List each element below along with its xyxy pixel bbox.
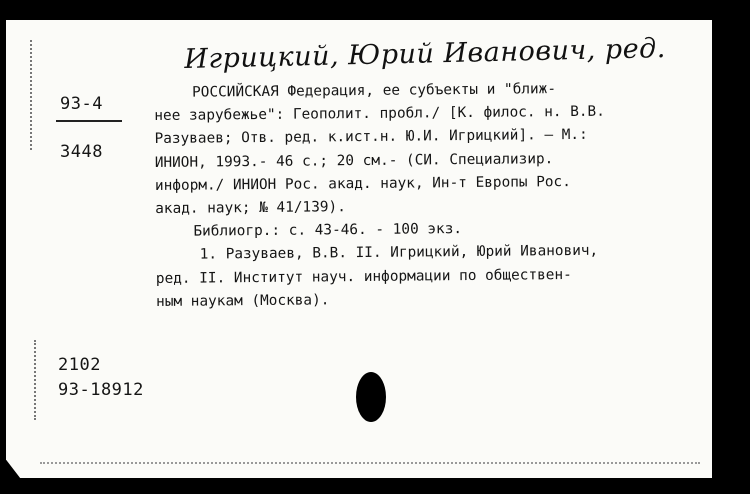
call-number-1: 2102 <box>58 355 101 375</box>
card-edge-dots-lower <box>34 340 36 420</box>
entry-line: РОССИЙСКАЯ Федерация, ее субъекты и "ближ- <box>192 81 557 101</box>
bibliographic-entry <box>154 77 704 314</box>
entry-line: акад. наук; № 41/139). <box>155 199 346 217</box>
card-bottom-dots <box>40 462 700 464</box>
entry-line: Разуваев; Отв. ред. к.ист.н. Ю.И. Игрицкий]. – М.: <box>154 127 588 148</box>
card-edge-dots <box>30 40 32 150</box>
entry-line: ИНИОН, 1993.- 46 с.; 20 см.- (СИ. Специализир. <box>154 150 554 171</box>
handwritten-heading: Игрицкий, Юрий Иванович, ред. <box>184 33 667 75</box>
entry-line-tracings: 1. Разуваев, В.В. II. Игрицкий, Юрий Иванович, <box>199 243 599 263</box>
shelf-mark-bottom: 3448 <box>60 142 103 162</box>
entry-line: информ./ ИНИОН Рос. акад. наук, Ин-т Европы Рос. <box>154 173 571 194</box>
shelf-mark-top: 93-4 <box>60 94 103 114</box>
entry-line: ным наукам (Москва). <box>156 292 330 310</box>
punch-hole <box>356 372 386 422</box>
entry-line: нее зарубежье": Геополит. пробл./ [К. филос. н. В.В. <box>154 103 605 125</box>
shelf-mark-rule <box>56 120 122 122</box>
entry-line-bibliography: Библиогр.: с. 43-46. - 100 экз. <box>193 221 463 240</box>
call-number-2: 93-18912 <box>58 380 144 400</box>
entry-line: ред. II. Институт науч. информации по обществен- <box>155 266 572 287</box>
